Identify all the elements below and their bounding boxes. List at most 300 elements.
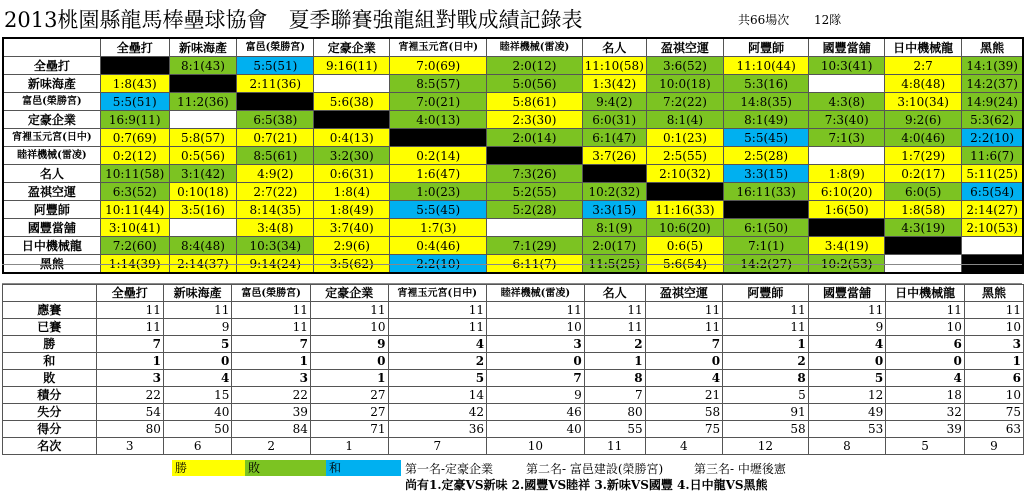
matrix-row-header: 全壘打	[3, 57, 100, 75]
stats-cell: 8	[584, 370, 645, 387]
matrix-cell: 5:6(54)	[646, 255, 723, 274]
stats-cell: 71	[310, 421, 388, 438]
stats-cell: 80	[96, 421, 163, 438]
matrix-cell: 8:1(43)	[169, 57, 237, 75]
legend-tie: 和	[326, 460, 401, 476]
matrix-cell: 2:5(28)	[724, 147, 809, 165]
matrix-cell: 3:7(26)	[582, 147, 646, 165]
stats-cell: 39	[886, 421, 965, 438]
matrix-cell: 10:2(32)	[582, 183, 646, 201]
matrix-cell: 8:1(4)	[646, 111, 723, 129]
matrix-col-header: 日中機械龍	[885, 38, 962, 57]
stats-cell: 91	[723, 404, 809, 421]
matrix-cell: 2:9(6)	[314, 237, 390, 255]
matrix-cell: 5:8(57)	[169, 129, 237, 147]
stats-cell: 3	[232, 370, 311, 387]
stats-cell: 1	[584, 353, 645, 370]
stats-corner	[3, 285, 97, 302]
stats-cell: 9	[310, 336, 388, 353]
stats-cell: 58	[645, 404, 723, 421]
matrix-cell: 9:16(11)	[314, 57, 390, 75]
stats-col-header: 睦祥機械(雷凌)	[487, 285, 585, 302]
stats-row-label: 失分	[3, 404, 97, 421]
stats-cell: 3	[96, 370, 163, 387]
matrix-cell: 16:11(33)	[724, 183, 809, 201]
stats-col-header: 全壘打	[96, 285, 163, 302]
matrix-cell: 2:7	[885, 57, 962, 75]
matrix-cell: 6:1(50)	[724, 219, 809, 237]
stats-row-label: 名次	[3, 438, 97, 455]
matrix-row	[3, 93, 1023, 111]
matrix-cell: 10:6(20)	[646, 219, 723, 237]
stats-cell: 1	[964, 353, 1023, 370]
stats-col-header: 宵裡玉元宮(日中)	[388, 285, 487, 302]
stats-cell: 14	[388, 387, 487, 404]
matrix-cell	[169, 219, 237, 237]
matrix-cell	[314, 75, 390, 93]
matrix-cell: 9:4(2)	[582, 93, 646, 111]
stats-col-header: 盈祺空運	[645, 285, 723, 302]
matrix-col-header: 定豪企業	[314, 38, 390, 57]
stats-cell: 6	[964, 370, 1023, 387]
pending-games: 尚有1.定豪VS新味 2.國豐VS睦祥 3.新味VS國豐 4.日中龍VS黑熊	[405, 478, 768, 492]
matrix-row	[3, 237, 1023, 255]
matrix-row-header: 睦祥機械(雷凌)	[3, 147, 100, 165]
matrix-cell: 11:5(25)	[582, 255, 646, 274]
stats-cell: 11	[808, 302, 886, 319]
matrix-col-header: 宵裡玉元宮(日中)	[390, 38, 487, 57]
stats-cell: 40	[163, 404, 231, 421]
stats-col-header: 阿豐師	[723, 285, 809, 302]
matrix-cell: 4:0(46)	[885, 129, 962, 147]
matrix-cell	[724, 201, 809, 219]
matrix-cell: 1:8(9)	[809, 165, 885, 183]
stats-cell: 11	[964, 302, 1023, 319]
stats-cell: 11	[232, 319, 311, 336]
matrix-cell: 8:5(61)	[237, 147, 314, 165]
stats-cell: 3	[964, 336, 1023, 353]
matrix-row-header: 國豐當舖	[3, 219, 100, 237]
matrix-cell: 5:2(28)	[487, 201, 582, 219]
stats-col-header: 新味海產	[163, 285, 231, 302]
matrix-cell: 3:4(8)	[237, 219, 314, 237]
stats-cell: 75	[964, 404, 1023, 421]
stats-row	[3, 404, 1024, 421]
matrix-cell: 2:2(10)	[390, 255, 487, 274]
stats-cell: 6	[163, 438, 231, 455]
matrix-row-header: 盈祺空運	[3, 183, 100, 201]
title-row	[0, 0, 1024, 36]
stats-cell: 2	[584, 336, 645, 353]
stats-cell: 11	[645, 302, 723, 319]
stats-cell: 1	[232, 353, 311, 370]
matrix-cell	[237, 93, 314, 111]
matrix-cell: 10:0(18)	[646, 75, 723, 93]
matrix-cell	[390, 129, 487, 147]
stats-cell: 5	[723, 387, 809, 404]
matrix-cell: 2:10(53)	[962, 219, 1023, 237]
stats-cell: 0	[645, 353, 723, 370]
stats-cell: 84	[232, 421, 311, 438]
matrix-cell: 5:5(45)	[724, 129, 809, 147]
matrix-cell: 16:9(11)	[100, 111, 169, 129]
matrix-cell: 14:9(24)	[962, 93, 1023, 111]
matrix-cell: 4:0(13)	[390, 111, 487, 129]
matrix-cell: 2:0(17)	[582, 237, 646, 255]
matrix-cell: 14:1(39)	[962, 57, 1023, 75]
matrix-cell: 0:7(21)	[237, 129, 314, 147]
stats-cell: 2	[388, 353, 487, 370]
stats-cell: 11	[723, 302, 809, 319]
matrix-cell: 1:3(42)	[582, 75, 646, 93]
matrix-cell: 8:4(48)	[169, 237, 237, 255]
matrix-cell: 11:10(58)	[582, 57, 646, 75]
matrix-cell: 2:2(10)	[962, 129, 1023, 147]
stats-cell: 10	[964, 319, 1023, 336]
matrix-cell	[885, 237, 962, 255]
matrix-cell: 8:14(35)	[237, 201, 314, 219]
matrix-cell: 11:6(7)	[962, 147, 1023, 165]
matrix-cell: 3:10(34)	[885, 93, 962, 111]
matrix-cell: 3:2(30)	[314, 147, 390, 165]
matrix-cell: 3:1(42)	[169, 165, 237, 183]
matrix-col-header: 全壘打	[100, 38, 169, 57]
stats-cell: 10	[964, 387, 1023, 404]
stats-cell: 10	[310, 319, 388, 336]
matrix-cell: 1:7(3)	[390, 219, 487, 237]
matrix-cell: 0:10(18)	[169, 183, 237, 201]
stats-cell: 1	[723, 336, 809, 353]
matrix-cell: 7:1(1)	[724, 237, 809, 255]
matrix-cell: 5:6(38)	[314, 93, 390, 111]
stats-cell: 42	[388, 404, 487, 421]
stats-cell: 54	[96, 404, 163, 421]
stats-cell: 9	[964, 438, 1023, 455]
matrix-row-header: 日中機械龍	[3, 237, 100, 255]
matrix-cell: 4:9(2)	[237, 165, 314, 183]
matrix-col-header: 名人	[582, 38, 646, 57]
matrix-cell: 5:0(56)	[487, 75, 582, 93]
stats-cell: 7	[645, 336, 723, 353]
matrix-cell: 1:14(39)	[100, 255, 169, 274]
matrix-cell: 9:2(6)	[885, 111, 962, 129]
stats-col-header: 名人	[584, 285, 645, 302]
matrix-cell: 3:10(41)	[100, 219, 169, 237]
stats-cell: 2	[232, 438, 311, 455]
stats-cell: 50	[163, 421, 231, 438]
matrix-cell: 0:6(31)	[314, 165, 390, 183]
stats-cell: 80	[584, 404, 645, 421]
matrix-cell: 2:11(36)	[237, 75, 314, 93]
stats-cell: 7	[584, 387, 645, 404]
stats-cell: 5	[808, 370, 886, 387]
matrix-cell	[169, 75, 237, 93]
stats-cell: 11	[645, 319, 723, 336]
stats-cell: 11	[886, 302, 965, 319]
stats-col-header: 定豪企業	[310, 285, 388, 302]
stats-cell: 9	[163, 319, 231, 336]
matrix-row	[3, 129, 1023, 147]
stats-cell: 4	[645, 438, 723, 455]
matrix-row-header: 名人	[3, 165, 100, 183]
matrix-cell: 5:11(25)	[962, 165, 1023, 183]
matrix-cell: 3:6(52)	[646, 57, 723, 75]
matrix-cell: 3:4(19)	[809, 237, 885, 255]
matrix-cell	[100, 57, 169, 75]
matrix-cell: 10:11(44)	[100, 201, 169, 219]
matrix-cell: 3:3(15)	[582, 201, 646, 219]
stats-cell: 1	[310, 370, 388, 387]
stats-cell: 4	[808, 336, 886, 353]
matrix-cell: 4:3(8)	[809, 93, 885, 111]
matrix-cell: 5:3(16)	[724, 75, 809, 93]
matrix-cell: 9:14(24)	[237, 255, 314, 274]
stats-cell: 46	[487, 404, 585, 421]
stats-cell: 1	[310, 438, 388, 455]
matrix-row-header: 宵裡玉元宮(日中)	[3, 129, 100, 147]
stats-col-header: 黑熊	[964, 285, 1023, 302]
matrix-cell: 2:3(30)	[487, 111, 582, 129]
stats-cell: 4	[163, 370, 231, 387]
matrix-row-header: 新味海產	[3, 75, 100, 93]
stats-cell: 11	[163, 302, 231, 319]
matrix-cell: 6:11(7)	[487, 255, 582, 274]
matrix-col-header: 富邑(榮勝宮)	[237, 38, 314, 57]
matrix-cell: 3:5(16)	[169, 201, 237, 219]
stats-cell: 11	[487, 302, 585, 319]
page-title: 2013桃園縣龍馬棒壘球協會 夏季聯賽強龍組對戰成績記錄表	[4, 8, 583, 32]
stats-cell: 4	[886, 370, 965, 387]
stats-cell: 55	[584, 421, 645, 438]
matrix-cell: 1:6(47)	[390, 165, 487, 183]
stats-row-label: 敗	[3, 370, 97, 387]
stats-row-label: 得分	[3, 421, 97, 438]
matrix-cell	[809, 75, 885, 93]
stats-cell: 32	[886, 404, 965, 421]
matrix-cell: 2:0(14)	[487, 129, 582, 147]
matrix-cell: 11:16(33)	[646, 201, 723, 219]
stats-cell: 11	[232, 302, 311, 319]
stats-col-header: 日中機械龍	[886, 285, 965, 302]
stats-cell: 11	[584, 319, 645, 336]
stats-cell: 10	[487, 319, 585, 336]
ranking-first: 第一名-定豪企業	[405, 462, 494, 476]
stats-cell: 12	[723, 438, 809, 455]
matrix-cell: 5:8(61)	[487, 93, 582, 111]
matrix-cell: 6:1(47)	[582, 129, 646, 147]
matrix-col-header: 阿豐師	[724, 38, 809, 57]
matrix-cell: 2:0(12)	[487, 57, 582, 75]
matrix-cell: 5:5(51)	[237, 57, 314, 75]
stats-cell: 15	[163, 387, 231, 404]
ranking-third: 第三名- 中壢後憲	[694, 462, 786, 476]
matrix-cell	[646, 183, 723, 201]
matrix-cell: 5:5(45)	[390, 201, 487, 219]
stats-row-label: 勝	[3, 336, 97, 353]
stats-col-header: 富邑(榮勝宮)	[232, 285, 311, 302]
stats-row	[3, 421, 1024, 438]
matrix-cell: 2:14(27)	[962, 201, 1023, 219]
stats-cell: 4	[645, 370, 723, 387]
matrix-row	[3, 219, 1023, 237]
matrix-cell: 3:7(40)	[314, 219, 390, 237]
matrix-col-header: 黑熊	[962, 38, 1023, 57]
matrix-row	[3, 111, 1023, 129]
matrix-cell: 14:2(37)	[962, 75, 1023, 93]
matrix-cell: 0:4(46)	[390, 237, 487, 255]
matrix-row-header: 阿豐師	[3, 201, 100, 219]
matrix-row	[3, 183, 1023, 201]
matrix-cell: 0:7(69)	[100, 129, 169, 147]
stats-cell: 10	[886, 319, 965, 336]
stats-col-header: 國豐當舖	[808, 285, 886, 302]
stats-cell: 5	[388, 370, 487, 387]
stats-cell: 12	[808, 387, 886, 404]
stats-cell: 6	[886, 336, 965, 353]
matrix-cell: 7:2(22)	[646, 93, 723, 111]
stats-cell: 10	[487, 438, 585, 455]
stats-cell: 58	[723, 421, 809, 438]
stats-cell: 5	[886, 438, 965, 455]
stats-cell: 11	[96, 302, 163, 319]
stats-cell: 9	[808, 319, 886, 336]
matrix-cell: 8:1(9)	[582, 219, 646, 237]
matrix-cell: 10:3(41)	[809, 57, 885, 75]
matrix-cell: 5:3(62)	[962, 111, 1023, 129]
matrix-cell: 0:2(17)	[885, 165, 962, 183]
stats-cell: 75	[645, 421, 723, 438]
matrix-cell: 8:5(57)	[390, 75, 487, 93]
stats-cell: 27	[310, 404, 388, 421]
matrix-cell: 1:6(50)	[809, 201, 885, 219]
matrix-col-header: 盈祺空運	[646, 38, 723, 57]
matrix-cell: 4:3(19)	[885, 219, 962, 237]
matrix-cell: 1:7(29)	[885, 147, 962, 165]
ranking-second: 第二名- 富邑建設(榮勝宮)	[526, 462, 664, 476]
stats-cell: 0	[163, 353, 231, 370]
stats-cell: 7	[487, 370, 585, 387]
stats-cell: 4	[388, 336, 487, 353]
matrix-cell: 7:0(21)	[390, 93, 487, 111]
matrix-row	[3, 75, 1023, 93]
matrix-cell: 2:5(55)	[646, 147, 723, 165]
stats-cell: 7	[388, 438, 487, 455]
stats-cell: 5	[163, 336, 231, 353]
stats-cell: 36	[388, 421, 487, 438]
matrix-cell: 10:3(34)	[237, 237, 314, 255]
stats-row	[3, 353, 1024, 370]
matrix-cell: 1:8(49)	[314, 201, 390, 219]
matrix-cell: 1:8(4)	[314, 183, 390, 201]
matrix-row	[3, 57, 1023, 75]
matrix-row	[3, 147, 1023, 165]
matrix-cell: 7:2(60)	[100, 237, 169, 255]
matrix-cell: 7:0(69)	[390, 57, 487, 75]
stats-row	[3, 438, 1024, 455]
matrix-cell: 8:1(49)	[724, 111, 809, 129]
stats-cell: 3	[96, 438, 163, 455]
matrix-cell: 0:1(23)	[646, 129, 723, 147]
matrix-cell	[487, 219, 582, 237]
matrix-cell: 6:0(5)	[885, 183, 962, 201]
matrix-cell: 6:10(20)	[809, 183, 885, 201]
stats-cell: 53	[808, 421, 886, 438]
stats-cell: 11	[584, 438, 645, 455]
stats-cell: 7	[232, 336, 311, 353]
matrix-cell: 11:2(36)	[169, 93, 237, 111]
stats-cell: 49	[808, 404, 886, 421]
matrix-cell: 0:5(56)	[169, 147, 237, 165]
stats-cell: 3	[487, 336, 585, 353]
matrix-cell: 0:6(5)	[646, 237, 723, 255]
stats-cell: 22	[96, 387, 163, 404]
matrix-cell	[962, 237, 1023, 255]
matrix-cell: 11:10(44)	[724, 57, 809, 75]
stats-cell: 7	[96, 336, 163, 353]
matrix-cell: 6:0(31)	[582, 111, 646, 129]
stats-row	[3, 370, 1024, 387]
matrix-cell: 6:3(52)	[100, 183, 169, 201]
stats-cell: 0	[487, 353, 585, 370]
stats-row-label: 積分	[3, 387, 97, 404]
stats-row	[3, 387, 1024, 404]
matrix-col-header: 新味海產	[169, 38, 237, 57]
stats-cell: 0	[886, 353, 965, 370]
matrix-cell: 0:2(14)	[390, 147, 487, 165]
matrix-cell	[582, 165, 646, 183]
stats-cell: 11	[584, 302, 645, 319]
stats-cell: 40	[487, 421, 585, 438]
matrix-cell	[809, 147, 885, 165]
matrix-cell: 1:8(58)	[885, 201, 962, 219]
stats-row	[3, 336, 1024, 353]
matrix-cell: 2:7(22)	[237, 183, 314, 201]
matchup-matrix	[2, 37, 1024, 274]
stats-cell: 11	[310, 302, 388, 319]
stats-cell: 11	[723, 319, 809, 336]
stats-cell: 11	[96, 319, 163, 336]
stats-row	[3, 302, 1024, 319]
matrix-col-header: 睦祥機械(雷凌)	[487, 38, 582, 57]
matrix-cell: 2:10(32)	[646, 165, 723, 183]
matrix-cell: 5:5(51)	[100, 93, 169, 111]
matrix-cell: 4:8(48)	[885, 75, 962, 93]
spacer-row	[2, 264, 1022, 284]
stats-cell: 2	[723, 353, 809, 370]
matrix-cell	[314, 111, 390, 129]
matrix-cell	[809, 219, 885, 237]
matrix-row	[3, 165, 1023, 183]
matrix-cell: 2:14(37)	[169, 255, 237, 274]
legend-loss: 敗	[245, 460, 326, 476]
matrix-cell: 14:2(27)	[724, 255, 809, 274]
matrix-cell: 1:0(23)	[390, 183, 487, 201]
stats-cell: 11	[388, 319, 487, 336]
stats-cell: 27	[310, 387, 388, 404]
stats-cell: 1	[96, 353, 163, 370]
stats-cell: 22	[232, 387, 311, 404]
stats-cell: 18	[886, 387, 965, 404]
matrix-cell	[169, 111, 237, 129]
matrix-cell: 3:3(15)	[724, 165, 809, 183]
stats-cell: 0	[808, 353, 886, 370]
matrix-cell: 14:8(35)	[724, 93, 809, 111]
stats-cell: 21	[645, 387, 723, 404]
stats-cell: 8	[808, 438, 886, 455]
stats-cell: 8	[723, 370, 809, 387]
matrix-cell: 7:3(26)	[487, 165, 582, 183]
matrix-cell: 7:1(29)	[487, 237, 582, 255]
